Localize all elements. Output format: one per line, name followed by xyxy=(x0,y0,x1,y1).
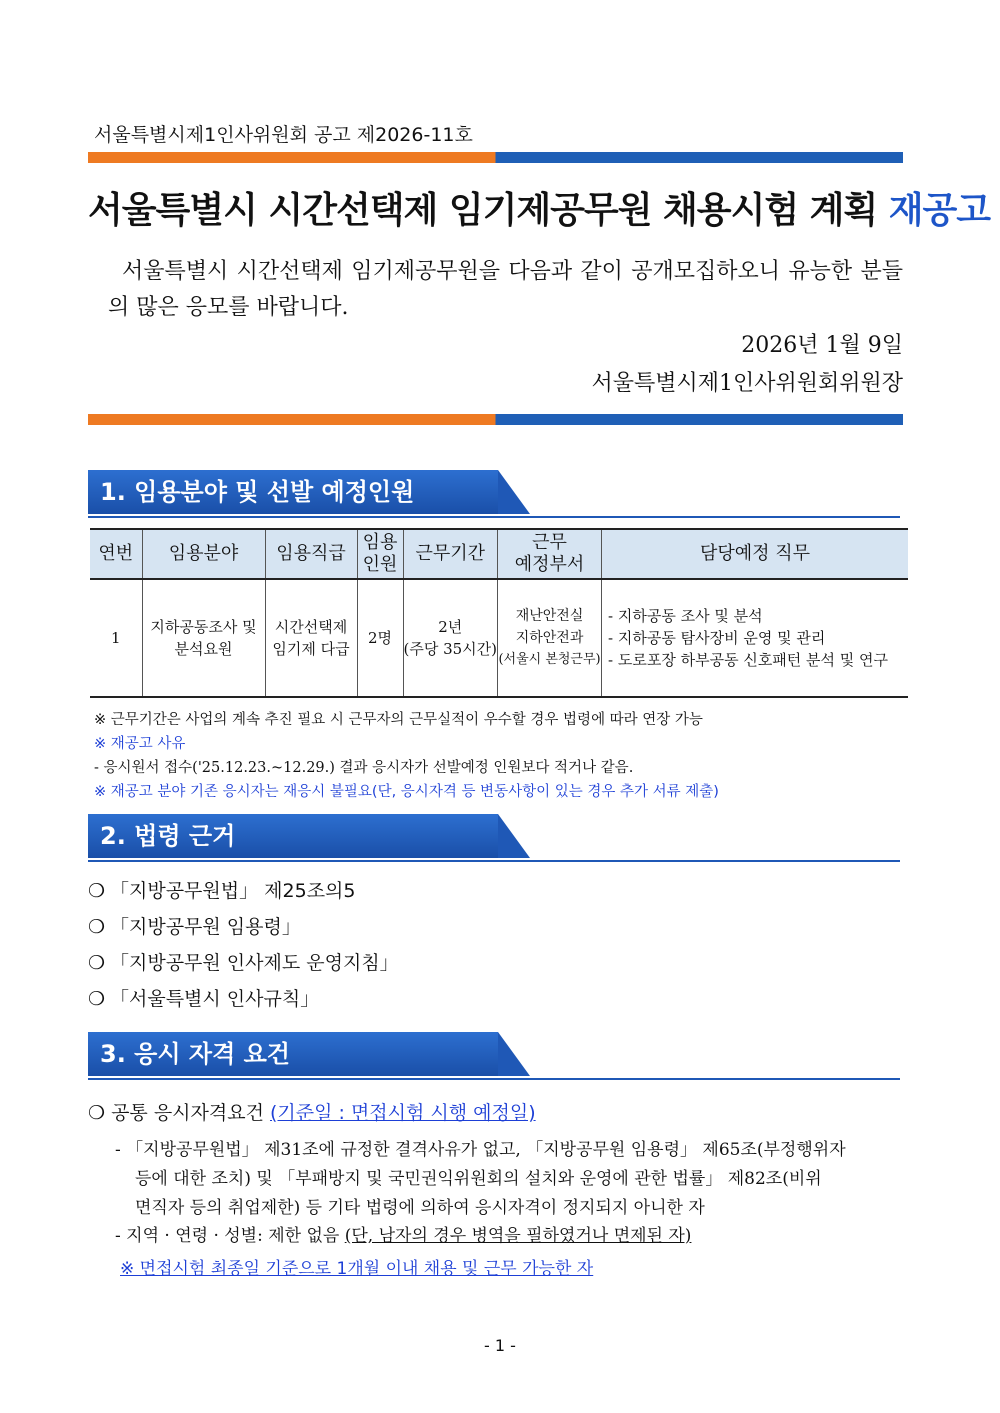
law-text: 「서울특별시 인사규칙」 xyxy=(110,988,320,1010)
eligibility-item xyxy=(115,1222,915,1251)
law-item xyxy=(88,912,301,939)
notice-number: 서울특별시제1인사위원회 공고 제2026-11호 xyxy=(94,124,473,146)
duty-line: - 도로포장 하부공동 신호패턴 분석 및 연구 xyxy=(608,651,889,669)
notice-date: 2026년 1월 9일 xyxy=(741,333,903,358)
intro-text: 서울특별시 시간선택제 임기제공무원을 다음과 같이 공개모집하오니 유능한 분들의 많은 응모를 바랍니다. xyxy=(108,259,903,320)
common-basis: (기준일 : 면접시험 시행 예정일) xyxy=(269,1102,536,1124)
section-header-rule xyxy=(88,516,900,518)
eligibility-item xyxy=(115,1136,915,1223)
section-1-title: 1. 임용분야 및 선발 예정인원 xyxy=(88,470,498,514)
law-item xyxy=(88,984,319,1011)
table-row xyxy=(90,579,908,697)
title-main: 서울특별시 시간선택제 임기제공무원 채용시험 계획 xyxy=(88,190,889,231)
section-header-arrow xyxy=(498,1032,530,1076)
law-text: 「지방공무원 인사제도 운영지침」 xyxy=(110,952,399,974)
law-item xyxy=(88,876,356,903)
top-divider xyxy=(88,152,903,163)
cell-grade: 시간선택제 임기제 다급 xyxy=(265,579,357,697)
bullet-icon: ❍ xyxy=(88,988,106,1010)
section-2-header xyxy=(88,814,900,858)
section-3-title: 3. 응시 자격 요건 xyxy=(88,1032,498,1076)
col-header: 근무기간 xyxy=(403,529,498,579)
common-eligibility xyxy=(88,1098,536,1125)
period-term: 2년 xyxy=(438,618,463,636)
law-text: 「지방공무원법」 제25조의5 xyxy=(110,880,356,902)
duty-line: - 지하공동 조사 및 분석 xyxy=(608,607,763,625)
col-header: 임용 인원 xyxy=(357,529,403,579)
note-reason-title: ※ 재공고 사유 xyxy=(94,736,186,752)
military-condition: (단, 남자의 경우 병역을 필하였거나 면제된 자) xyxy=(344,1226,692,1246)
dept-line: 재난안전실 xyxy=(515,608,584,624)
recruit-table xyxy=(90,528,908,698)
signer: 서울특별시제1인사위원회위원장 xyxy=(591,371,903,396)
section-header-rule xyxy=(88,1078,900,1080)
dept-line: 지하안전과 xyxy=(515,630,584,646)
common-label: ❍ 공통 응시자격요건 xyxy=(88,1102,270,1124)
cell-duty xyxy=(602,579,908,697)
cell-field: 지하공동조사 및 분석요원 xyxy=(142,579,265,697)
cell-period xyxy=(403,579,498,697)
bullet-icon: ❍ xyxy=(88,880,106,902)
note-extension: ※ 근무기간은 사업의 계속 추진 필요 시 근무자의 근무실적이 우수할 경우 법령에 따라 연장 가능 xyxy=(94,712,703,728)
eligibility-note: ※ 면접시험 최종일 기준으로 1개월 이내 채용 및 근무 가능한 자 xyxy=(120,1259,594,1279)
section-header-arrow xyxy=(498,814,530,858)
bullet-icon: ❍ xyxy=(88,952,106,974)
period-hours: (주당 35시간) xyxy=(403,640,498,658)
bottom-divider xyxy=(88,414,903,425)
section-header-arrow xyxy=(498,470,530,514)
col-header: 연번 xyxy=(90,529,142,579)
col-header: 담당예정 직무 xyxy=(602,529,908,579)
page-title xyxy=(88,182,991,233)
cell-dept xyxy=(498,579,602,697)
page-number: - 1 - xyxy=(484,1336,516,1355)
eligibility-line: 등에 대한 조치) 및 「부패방지 및 국민권익위원회의 설치와 운영에 관한 법률」 제82조(비위 xyxy=(135,1169,822,1189)
col-header: 임용분야 xyxy=(142,529,265,579)
section-3-header xyxy=(88,1032,900,1076)
title-highlight: 재공고 xyxy=(888,190,991,231)
section-2-title: 2. 법령 근거 xyxy=(88,814,498,858)
section-1-header xyxy=(88,470,900,514)
bullet-icon: ❍ xyxy=(88,916,106,938)
law-text: 「지방공무원 임용령」 xyxy=(110,916,301,938)
cell-count: 2명 xyxy=(357,579,403,697)
col-header: 임용직급 xyxy=(265,529,357,579)
note-reason: - 응시원서 접수('25.12.23.~12.29.) 결과 응시자가 선발예정 인원보다 적거나 같음. xyxy=(94,760,634,776)
table-header-row xyxy=(90,529,908,579)
eligibility-text: - 지역 · 연령 · 성별: 제한 없음 xyxy=(115,1226,345,1246)
section-header-rule xyxy=(88,860,900,862)
note-reapply: ※ 재공고 분야 기존 응시자는 재응시 불필요(단, 응시자격 등 변동사항이 있는 경우 추가 서류 제출) xyxy=(94,784,719,800)
law-item xyxy=(88,948,399,975)
col-header: 근무 예정부서 xyxy=(498,529,602,579)
eligibility-line: - 「지방공무원법」 제31조에 규정한 결격사유가 없고, 「지방공무원 임용령」 제65조(부정행위자 xyxy=(115,1140,846,1160)
eligibility-line: 면직자 등의 취업제한) 등 기타 법령에 의하여 응시자격이 정지되지 아니한 자 xyxy=(135,1198,705,1218)
duty-line: - 지하공동 탐사장비 운영 및 관리 xyxy=(608,629,826,647)
dept-line: (서울시 본청근무) xyxy=(498,652,601,667)
cell-no: 1 xyxy=(90,579,142,697)
